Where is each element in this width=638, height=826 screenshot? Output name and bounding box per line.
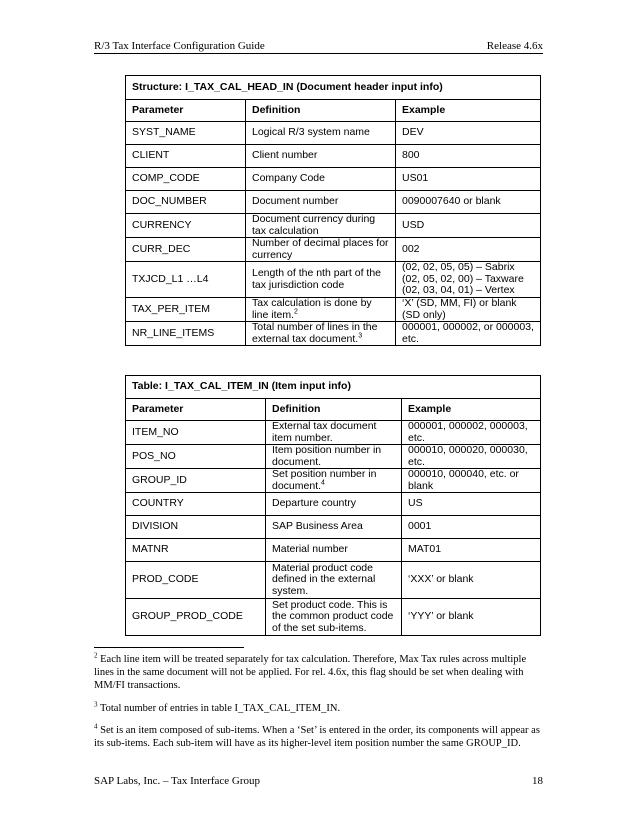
definition-text: Document currency during tax calculation	[252, 213, 376, 237]
definition-cell	[246, 145, 396, 168]
footnote-number: 3	[94, 700, 98, 709]
footnote-number: 4	[94, 722, 98, 731]
parameter-cell: CURRENCY	[126, 214, 246, 238]
footnote-text: Total number of entries in table I_TAX_CAL_ITEM_IN.	[99, 703, 341, 714]
definition-text: Material number	[272, 543, 348, 556]
definition-text: External tax document item number.	[272, 420, 377, 444]
footnote-ref: 4	[321, 479, 325, 486]
column-header-example: Example	[396, 100, 541, 122]
definition-text: Total number of lines in the external tax document.	[252, 321, 378, 345]
definition-text: Material product code defined in the external system.	[272, 561, 376, 597]
definition-cell	[266, 445, 402, 469]
table-row	[126, 539, 541, 562]
definition-text: Departure country	[272, 497, 357, 510]
example-line: (02, 02, 05, 05) – Sabrix	[402, 261, 515, 274]
example-cell: 000010, 000040, etc. or blank	[402, 469, 541, 493]
column-header-definition: Definition	[266, 399, 402, 421]
definition-cell	[266, 469, 402, 493]
example-cell: 000001, 000002, 000003, etc.	[402, 421, 541, 445]
definition-text: Number of decimal places for currency	[252, 237, 389, 261]
definition-text: SAP Business Area	[272, 520, 363, 533]
example-cell: ‘XXX’ or blank	[402, 562, 541, 599]
footer-org: SAP Labs, Inc. – Tax Interface Group	[94, 775, 261, 787]
table-row	[126, 469, 541, 493]
parameter-cell: GROUP_PROD_CODE	[126, 599, 266, 636]
table-row	[126, 421, 541, 445]
page-number: 18	[532, 775, 543, 787]
example-cell: 0090007640 or blank	[396, 191, 541, 214]
table-row	[126, 322, 541, 346]
footnote-text: Set is an item composed of sub-items. When a ‘Set’ is entered in the order, its components will appear as its sub-items. Each sub-item will have as its higher-level item position number the same GROUP_ID.	[94, 725, 540, 749]
parameter-cell: PROD_CODE	[126, 562, 266, 599]
table-row	[126, 445, 541, 469]
parameter-cell: SYST_NAME	[126, 122, 246, 145]
table-row	[126, 562, 541, 599]
table-row	[126, 122, 541, 145]
parameter-cell: DOC_NUMBER	[126, 191, 246, 214]
footnote-ref: 2	[294, 308, 298, 315]
parameter-cell: POS_NO	[126, 445, 266, 469]
column-header-example: Example	[402, 399, 541, 421]
example-cell: ‘YYY’ or blank	[402, 599, 541, 636]
example-cell: DEV	[396, 122, 541, 145]
definition-cell	[246, 262, 396, 298]
table-row	[126, 214, 541, 238]
table-row	[126, 145, 541, 168]
example-cell: 000001, 000002, or 000003, etc.	[396, 322, 541, 346]
item-input-table	[125, 375, 541, 636]
page-footer	[94, 775, 543, 791]
example-cell: MAT01	[402, 539, 541, 562]
table-caption: Table: I_TAX_CAL_ITEM_IN (Item input info)	[126, 376, 541, 399]
parameter-cell: DIVISION	[126, 516, 266, 539]
parameter-cell: TXJCD_L1 …L4	[126, 262, 246, 298]
parameter-cell: COMP_CODE	[126, 168, 246, 191]
column-header-parameter: Parameter	[126, 100, 246, 122]
table-row	[126, 238, 541, 262]
header-title: R/3 Tax Interface Configuration Guide	[94, 40, 265, 52]
example-line: (02, 05, 02, 00) – Taxware	[402, 272, 524, 285]
item-input-table-body	[126, 376, 541, 636]
definition-cell	[266, 539, 402, 562]
definition-text: Length of the nth part of the tax jurisdiction code	[252, 267, 382, 291]
example-cell: ‘X’ (SD, MM, FI) or blank (SD only)	[396, 298, 541, 322]
definition-text: Tax calculation is done by line item.	[252, 297, 372, 321]
head-input-table-body	[126, 76, 541, 346]
example-cell: USD	[396, 214, 541, 238]
definition-cell	[246, 191, 396, 214]
example-cell	[396, 262, 541, 298]
table-caption-row	[126, 376, 541, 399]
parameter-cell: CURR_DEC	[126, 238, 246, 262]
footnote-2	[94, 653, 543, 692]
definition-cell	[266, 599, 402, 636]
footnote-3	[94, 702, 543, 715]
definition-text: Document number	[252, 195, 339, 208]
footnote-ref: 3	[358, 332, 363, 339]
definition-cell	[266, 421, 402, 445]
example-cell: 000010, 000020, 000030, etc.	[402, 445, 541, 469]
parameter-cell: NR_LINE_ITEMS	[126, 322, 246, 346]
parameter-cell: COUNTRY	[126, 493, 266, 516]
definition-cell	[246, 322, 396, 346]
example-cell: 0001	[402, 516, 541, 539]
definition-cell	[266, 493, 402, 516]
definition-text: Set product code. This is the common product code of the set sub-items.	[272, 598, 394, 634]
table-caption: Structure: I_TAX_CAL_HEAD_IN (Document header input info)	[126, 76, 541, 100]
footnote-text: Each line item will be treated separately for tax calculation. Therefore, Max Tax rules across multiple lines in the same document will not be applied. For rel. 4.6x, this flag should be set when dealing with MM/FI transactions.	[94, 654, 527, 691]
table-header-row	[126, 399, 541, 421]
example-cell: US	[402, 493, 541, 516]
parameter-cell: MATNR	[126, 539, 266, 562]
definition-text: Set position number in document.	[272, 468, 377, 492]
table-row	[126, 262, 541, 298]
header-rule	[94, 53, 543, 54]
footnote-number: 2	[94, 651, 98, 660]
table-row	[126, 298, 541, 322]
example-cell: 002	[396, 238, 541, 262]
parameter-cell: CLIENT	[126, 145, 246, 168]
footnote-rule	[94, 647, 244, 648]
table-caption-row	[126, 76, 541, 100]
parameter-cell: GROUP_ID	[126, 469, 266, 493]
column-header-definition: Definition	[246, 100, 396, 122]
definition-cell	[246, 298, 396, 322]
header-release: Release 4.6x	[486, 40, 543, 52]
definition-cell	[246, 214, 396, 238]
definition-cell	[246, 168, 396, 191]
table-header-row	[126, 100, 541, 122]
definition-text: Item position number in document.	[272, 444, 382, 468]
definition-text: Client number	[252, 149, 318, 162]
definition-cell	[266, 516, 402, 539]
example-line: (02, 03, 04, 01) – Vertex	[402, 284, 515, 297]
example-cell: 800	[396, 145, 541, 168]
definition-cell	[246, 238, 396, 262]
table-row	[126, 599, 541, 636]
example-cell: US01	[396, 168, 541, 191]
parameter-cell: ITEM_NO	[126, 421, 266, 445]
definition-text: Company Code	[252, 172, 325, 185]
table-row	[126, 191, 541, 214]
parameter-cell: TAX_PER_ITEM	[126, 298, 246, 322]
column-header-parameter: Parameter	[126, 399, 266, 421]
footnote-4	[94, 724, 543, 750]
definition-text: Logical R/3 system name	[252, 126, 370, 139]
table-row	[126, 168, 541, 191]
definition-cell	[246, 122, 396, 145]
table-row	[126, 493, 541, 516]
head-input-table	[125, 75, 541, 346]
table-row	[126, 516, 541, 539]
definition-cell	[266, 562, 402, 599]
